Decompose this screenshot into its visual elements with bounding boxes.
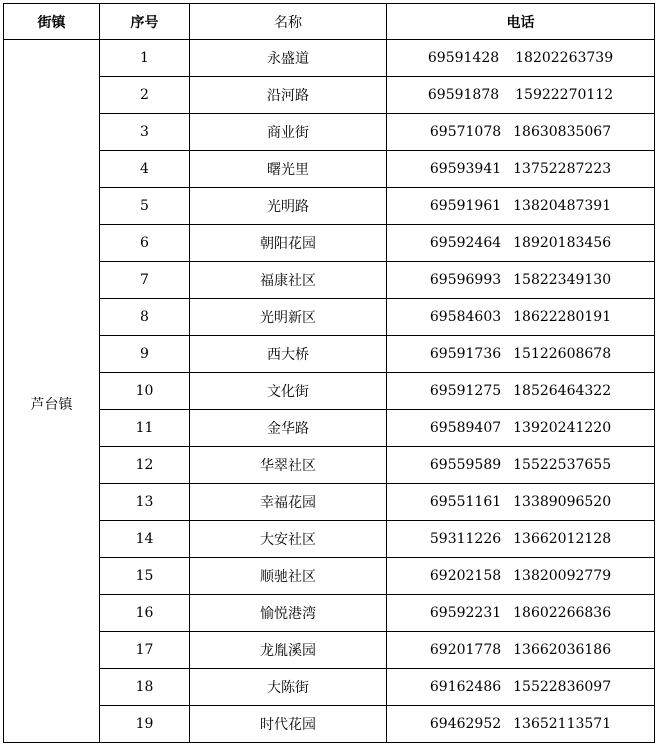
landline-number: 69559589 [429,457,502,473]
table-row [4,447,655,484]
town-cell [4,40,100,743]
row-name: 商业街 [190,114,387,151]
row-phone [387,151,655,188]
row-phone [387,114,655,151]
row-number: 3 [100,114,190,151]
row-number: 5 [100,188,190,225]
row-name: 西大桥 [190,336,387,373]
landline-number: 69201778 [429,642,502,658]
row-name: 沿河路 [190,77,387,114]
row-phone [387,336,655,373]
row-phone [387,484,655,521]
row-phone [387,669,655,706]
row-number: 14 [100,521,190,558]
row-phone [387,410,655,447]
contacts-table [3,3,655,743]
table-row [4,521,655,558]
row-phone [387,521,655,558]
row-name: 顺驰社区 [190,558,387,595]
row-name: 光明新区 [190,299,387,336]
row-number: 16 [100,595,190,632]
mobile-number: 13652113571 [513,716,612,732]
row-name: 朝阳花园 [190,225,387,262]
table-row [4,114,655,151]
mobile-number: 13920241220 [513,420,612,436]
table-row [4,706,655,743]
row-phone [387,262,655,299]
row-phone [387,188,655,225]
landline-number: 69592231 [429,605,502,621]
table-row [4,558,655,595]
row-name: 文化街 [190,373,387,410]
mobile-number: 13820092779 [513,568,612,584]
mobile-number: 13662012128 [513,531,612,547]
row-phone [387,373,655,410]
mobile-number: 18602266836 [513,605,612,621]
row-name: 幸福花园 [190,484,387,521]
row-name: 光明路 [190,188,387,225]
row-phone [387,558,655,595]
row-number: 10 [100,373,190,410]
row-number: 19 [100,706,190,743]
mobile-number: 15922270112 [515,87,614,103]
row-phone [387,299,655,336]
mobile-number: 15822349130 [513,272,612,288]
row-name: 曙光里 [190,151,387,188]
header-no: 序号 [100,4,190,40]
row-number: 11 [100,410,190,447]
row-name: 大安社区 [190,521,387,558]
landline-number: 69593941 [429,161,502,177]
landline-number: 69202158 [429,568,502,584]
table-row [4,373,655,410]
landline-number: 69571078 [429,124,502,140]
table-row [4,484,655,521]
landline-number: 59311226 [429,531,502,547]
row-phone [387,706,655,743]
row-number: 13 [100,484,190,521]
row-number: 7 [100,262,190,299]
row-number: 2 [100,77,190,114]
row-phone [387,447,655,484]
mobile-number: 13662036186 [513,642,612,658]
mobile-number: 13752287223 [513,161,612,177]
landline-number: 69592464 [429,235,502,251]
row-name: 大陈街 [190,669,387,706]
table-row [4,262,655,299]
table-body [4,40,655,743]
landline-number: 69589407 [429,420,502,436]
table-row [4,595,655,632]
header-phone: 电话 [387,4,655,40]
table-row [4,410,655,447]
table-row [4,632,655,669]
row-name: 时代花园 [190,706,387,743]
mobile-number: 18202263739 [515,50,614,66]
row-name: 福康社区 [190,262,387,299]
row-phone [387,632,655,669]
row-name: 愉悦港湾 [190,595,387,632]
row-number: 6 [100,225,190,262]
table-row [4,336,655,373]
row-number: 8 [100,299,190,336]
row-name: 永盛道 [190,40,387,77]
town-label: 芦台镇 [30,397,73,413]
landline-number: 69162486 [429,679,502,695]
header-row [4,4,655,40]
header-name: 名称 [190,4,387,40]
landline-number: 69591428 [427,50,500,66]
table-row [4,188,655,225]
header-town: 街镇 [4,4,100,40]
mobile-number: 15522836097 [513,679,612,695]
landline-number: 69462952 [429,716,502,732]
table-row [4,669,655,706]
mobile-number: 15522537655 [513,457,612,473]
landline-number: 69551161 [429,494,502,510]
mobile-number: 18526464322 [513,383,612,399]
row-name: 华翠社区 [190,447,387,484]
landline-number: 69584603 [429,309,502,325]
mobile-number: 13820487391 [513,198,612,214]
row-phone [387,225,655,262]
mobile-number: 15122608678 [513,346,612,362]
row-number: 4 [100,151,190,188]
mobile-number: 13389096520 [513,494,612,510]
mobile-number: 18630835067 [513,124,612,140]
row-number: 17 [100,632,190,669]
row-number: 15 [100,558,190,595]
row-number: 18 [100,669,190,706]
landline-number: 69591961 [429,198,502,214]
table-row [4,77,655,114]
row-phone [387,595,655,632]
row-number: 12 [100,447,190,484]
landline-number: 69591736 [429,346,502,362]
table-row [4,40,655,77]
row-phone [387,40,655,77]
mobile-number: 18622280191 [513,309,612,325]
table-row [4,151,655,188]
landline-number: 69596993 [429,272,502,288]
landline-number: 69591878 [427,87,500,103]
row-phone [387,77,655,114]
row-number: 1 [100,40,190,77]
table-row [4,225,655,262]
table-row [4,299,655,336]
row-number: 9 [100,336,190,373]
row-name: 金华路 [190,410,387,447]
row-name: 龙胤溪园 [190,632,387,669]
mobile-number: 18920183456 [513,235,612,251]
landline-number: 69591275 [429,383,502,399]
